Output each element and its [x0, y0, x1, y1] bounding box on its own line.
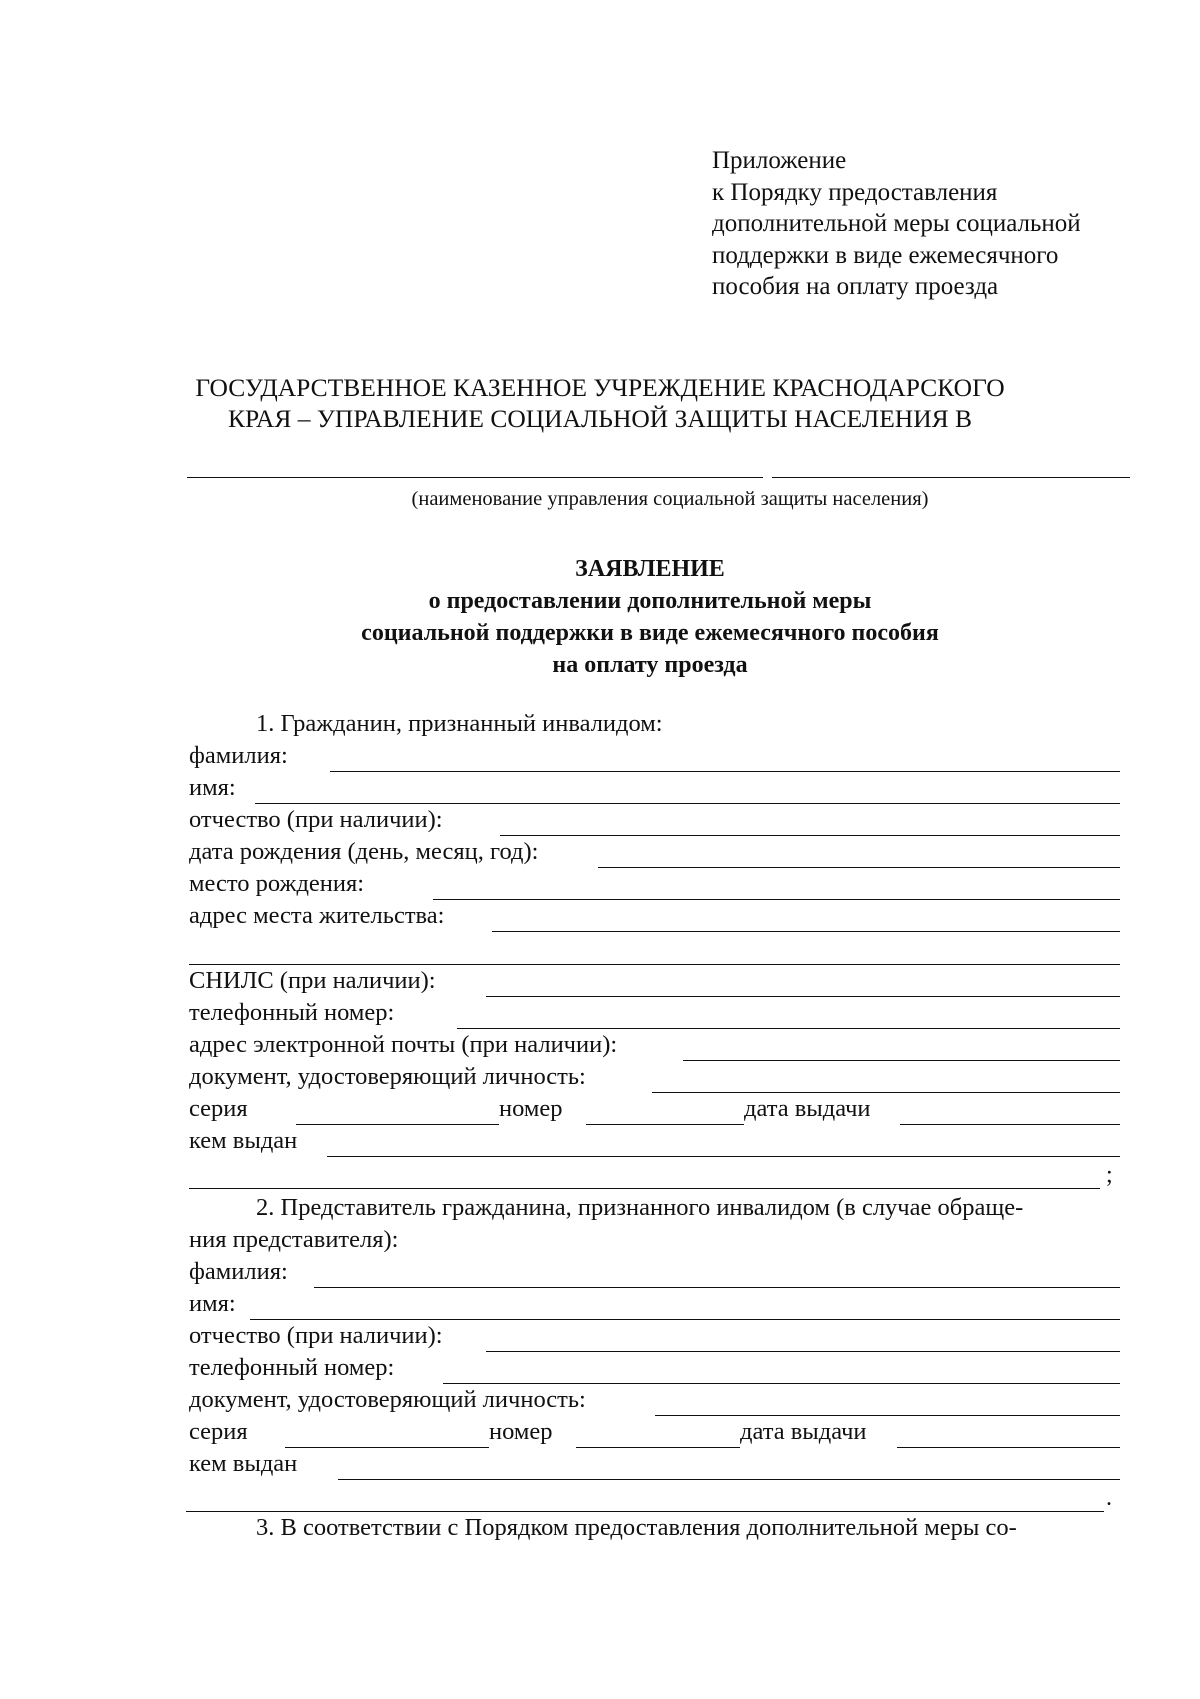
s2-issue-date-field[interactable]: [897, 1447, 1120, 1448]
title-heading: ЗАЯВЛЕНИЕ: [575, 556, 725, 582]
s1-birth-date-label: дата рождения (день, месяц, год):: [189, 838, 539, 865]
s1-series-label: серия: [189, 1095, 248, 1122]
s1-surname-field[interactable]: [330, 771, 1120, 772]
s2-series-field[interactable]: [285, 1447, 489, 1448]
title-line-1: о предоставлении дополнительной меры: [428, 588, 872, 614]
s1-birth-place-field[interactable]: [433, 899, 1120, 900]
s2-number-field[interactable]: [576, 1447, 740, 1448]
s2-id-doc-label: документ, удостоверяющий личность:: [189, 1386, 586, 1413]
s1-name-field[interactable]: [255, 803, 1120, 804]
annex-line: Приложение: [712, 147, 847, 174]
s1-issue-date-field[interactable]: [900, 1124, 1120, 1125]
s2-name-label: имя:: [189, 1290, 236, 1317]
s2-end-mark: .: [1106, 1485, 1112, 1511]
s1-number-label: номер: [499, 1095, 563, 1122]
s2-id-doc-field[interactable]: [655, 1415, 1120, 1416]
s1-snils-label: СНИЛС (при наличии):: [189, 967, 436, 994]
annex-block: [712, 145, 1081, 303]
s1-birth-place-label: место рождения:: [189, 870, 365, 897]
s2-issued-by-field-2[interactable]: [186, 1511, 1104, 1512]
s2-phone-label: телефонный номер:: [189, 1354, 395, 1381]
s1-patronymic-field[interactable]: [500, 835, 1120, 836]
title-line-2: социальной поддержки в виде ежемесячного пособия: [361, 620, 939, 646]
s1-issued-by-field[interactable]: [327, 1156, 1120, 1157]
s1-id-doc-label: документ, удостоверяющий личность:: [189, 1063, 586, 1090]
s1-issued-by-label: кем выдан: [189, 1127, 298, 1154]
s2-series-label: серия: [189, 1418, 248, 1445]
org-name-field-line-left[interactable]: [187, 477, 763, 478]
s2-surname-field[interactable]: [314, 1287, 1120, 1288]
s1-id-doc-field[interactable]: [652, 1092, 1120, 1093]
s2-issued-by-label: кем выдан: [189, 1450, 298, 1477]
org-line-1: ГОСУДАРСТВЕННОЕ КАЗЕННОЕ УЧРЕЖДЕНИЕ КРАСНОДАРСКОГО: [195, 373, 1005, 402]
section3-line-1: 3. В соответствии с Порядком предоставления дополнительной меры со-: [256, 1514, 1017, 1541]
annex-line: дополнительной меры социальной: [712, 210, 1081, 237]
s1-snils-field[interactable]: [486, 996, 1120, 997]
org-name-field-line-right[interactable]: [772, 477, 1130, 478]
org-field-caption: (наименование управления социальной защиты населения): [411, 488, 929, 510]
s1-end-mark: ;: [1106, 1162, 1113, 1188]
s2-number-label: номер: [489, 1418, 553, 1445]
annex-line: к Порядку предоставления: [712, 178, 998, 206]
annex-line: пособия на оплату проезда: [712, 273, 999, 300]
section2-heading-line-1: 2. Представитель гражданина, признанного инвалидом (в случае обраще-: [256, 1194, 1024, 1221]
s1-phone-label: телефонный номер:: [189, 999, 395, 1026]
organization-name: [140, 372, 1060, 434]
section1-heading: 1. Гражданин, признанный инвалидом:: [256, 710, 663, 737]
s1-birth-date-field[interactable]: [598, 867, 1120, 868]
document-title: [200, 553, 1100, 681]
s1-address-field[interactable]: [492, 931, 1120, 932]
s1-address-field-2[interactable]: [189, 964, 1120, 965]
org-line-2: КРАЯ – УПРАВЛЕНИЕ СОЦИАЛЬНОЙ ЗАЩИТЫ НАСЕЛЕНИЯ В: [228, 404, 972, 433]
section2-heading-line-2: ния представителя):: [189, 1226, 399, 1253]
s1-phone-field[interactable]: [457, 1028, 1120, 1029]
s1-address-label: адрес места жительства:: [189, 902, 445, 929]
title-line-3: на оплату проезда: [552, 652, 748, 678]
s2-issue-date-label: дата выдачи: [740, 1418, 867, 1445]
s2-issued-by-field[interactable]: [338, 1479, 1120, 1480]
s1-issue-date-label: дата выдачи: [744, 1095, 871, 1122]
s1-name-label: имя:: [189, 774, 236, 801]
s2-patronymic-field[interactable]: [486, 1351, 1120, 1352]
s2-surname-label: фамилия:: [189, 1258, 288, 1285]
s1-number-field[interactable]: [586, 1124, 744, 1125]
s2-phone-field[interactable]: [443, 1383, 1120, 1384]
s2-patronymic-label: отчество (при наличии):: [189, 1322, 443, 1349]
s1-email-field[interactable]: [683, 1060, 1120, 1061]
s1-patronymic-label: отчество (при наличии):: [189, 806, 443, 833]
s1-series-field[interactable]: [296, 1124, 499, 1125]
s1-email-label: адрес электронной почты (при наличии):: [189, 1031, 618, 1058]
s2-name-field[interactable]: [250, 1319, 1120, 1320]
annex-line: поддержки в виде ежемесячного: [712, 241, 1059, 269]
s1-surname-label: фамилия:: [189, 742, 288, 769]
s1-issued-by-field-2[interactable]: [189, 1188, 1100, 1189]
